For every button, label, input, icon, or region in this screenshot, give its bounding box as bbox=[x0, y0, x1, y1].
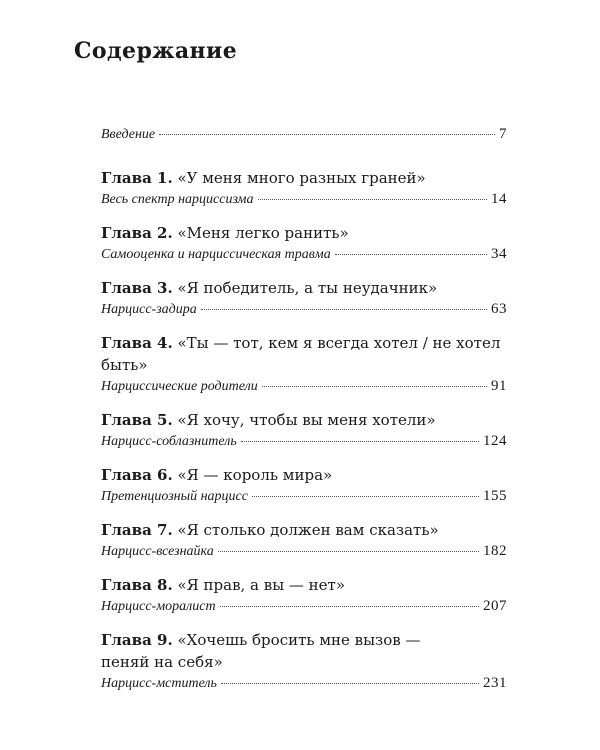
chapter-label: Глава 5. bbox=[101, 411, 173, 429]
chapter-name: «Я — король мира» bbox=[177, 466, 333, 484]
chapter-name: «Хочешь бросить мне вызов — пеняй на себя» bbox=[101, 631, 421, 671]
chapter-name: «Ты — тот, кем я всегда хотел / не хотел быть» bbox=[101, 334, 501, 374]
toc-entry-chapter-7[interactable] bbox=[101, 519, 507, 561]
chapter-name: «Я победитель, а ты неудачник» bbox=[177, 279, 438, 297]
toc-line bbox=[101, 673, 507, 693]
chapter-name: «У меня много разных граней» bbox=[177, 169, 426, 187]
chapter-title bbox=[101, 629, 431, 673]
chapter-name: «Я столько должен вам сказать» bbox=[177, 521, 439, 539]
dot-leader bbox=[258, 198, 488, 200]
toc-subtitle: Претенциозный нарцисс bbox=[101, 489, 248, 504]
page-number: 34 bbox=[491, 246, 507, 262]
chapter-label: Глава 8. bbox=[101, 576, 173, 594]
dot-leader bbox=[221, 682, 479, 684]
chapter-label: Глава 2. bbox=[101, 224, 173, 242]
toc-entry-chapter-4[interactable] bbox=[101, 332, 507, 396]
dot-leader bbox=[220, 605, 479, 607]
toc-line bbox=[101, 124, 507, 144]
chapter-title bbox=[101, 464, 507, 486]
page-number: 182 bbox=[483, 543, 507, 559]
page-number: 231 bbox=[483, 675, 507, 691]
toc-subtitle: Нарцисс-соблазнитель bbox=[101, 434, 237, 449]
page-title: Содержание bbox=[74, 38, 238, 64]
toc-subtitle: Нарцисс-моралист bbox=[101, 599, 216, 614]
dot-leader bbox=[201, 308, 487, 310]
chapter-label: Глава 3. bbox=[101, 279, 173, 297]
dot-leader bbox=[159, 133, 495, 135]
page-number: 207 bbox=[483, 598, 507, 614]
chapter-title bbox=[101, 332, 501, 376]
chapter-label: Глава 1. bbox=[101, 169, 173, 187]
toc-line bbox=[101, 431, 507, 451]
page-number: 14 bbox=[491, 191, 507, 207]
chapter-title bbox=[101, 574, 507, 596]
toc-entry-chapter-1[interactable] bbox=[101, 167, 507, 209]
chapter-title bbox=[101, 167, 507, 189]
toc-entry-chapter-2[interactable] bbox=[101, 222, 507, 264]
toc-subtitle: Весь спектр нарциссизма bbox=[101, 192, 254, 207]
toc-subtitle: Нарцисс-мститель bbox=[101, 676, 217, 691]
chapter-title bbox=[101, 277, 507, 299]
toc-line bbox=[101, 596, 507, 616]
chapter-label: Глава 7. bbox=[101, 521, 173, 539]
page-number: 63 bbox=[491, 301, 507, 317]
dot-leader bbox=[252, 495, 479, 497]
chapter-label: Глава 6. bbox=[101, 466, 173, 484]
dot-leader bbox=[218, 550, 479, 552]
page-number: 124 bbox=[483, 433, 507, 449]
toc-entry-chapter-9[interactable] bbox=[101, 629, 507, 693]
toc-line bbox=[101, 376, 507, 396]
chapter-name: «Я хочу, чтобы вы меня хотели» bbox=[177, 411, 436, 429]
toc-entry-chapter-8[interactable] bbox=[101, 574, 507, 616]
chapter-name: «Меня легко ранить» bbox=[177, 224, 349, 242]
toc-entry-chapter-3[interactable] bbox=[101, 277, 507, 319]
toc-entry-chapter-6[interactable] bbox=[101, 464, 507, 506]
toc-entry-chapter-5[interactable] bbox=[101, 409, 507, 451]
page-number: 155 bbox=[483, 488, 507, 504]
toc-subtitle: Нарцисс-всезнайка bbox=[101, 544, 214, 559]
chapter-title bbox=[101, 519, 507, 541]
table-of-contents bbox=[101, 124, 507, 693]
toc-subtitle: Нарциссические родители bbox=[101, 379, 258, 394]
toc-line bbox=[101, 486, 507, 506]
toc-line bbox=[101, 299, 507, 319]
toc-line bbox=[101, 244, 507, 264]
toc-line bbox=[101, 541, 507, 561]
chapter-title bbox=[101, 409, 507, 431]
toc-entry-intro[interactable] bbox=[101, 124, 507, 144]
page-number: 91 bbox=[491, 378, 507, 394]
chapter-name: «Я прав, а вы — нет» bbox=[177, 576, 346, 594]
chapter-label: Глава 4. bbox=[101, 334, 173, 352]
chapter-label: Глава 9. bbox=[101, 631, 173, 649]
dot-leader bbox=[262, 385, 487, 387]
toc-line bbox=[101, 189, 507, 209]
page-number: 7 bbox=[499, 126, 507, 142]
toc-subtitle: Введение bbox=[101, 127, 156, 142]
toc-subtitle: Самооценка и нарциссическая травма bbox=[101, 247, 331, 262]
dot-leader bbox=[335, 253, 487, 255]
toc-subtitle: Нарцисс-задира bbox=[101, 302, 197, 317]
dot-leader bbox=[241, 440, 479, 442]
chapter-title bbox=[101, 222, 507, 244]
